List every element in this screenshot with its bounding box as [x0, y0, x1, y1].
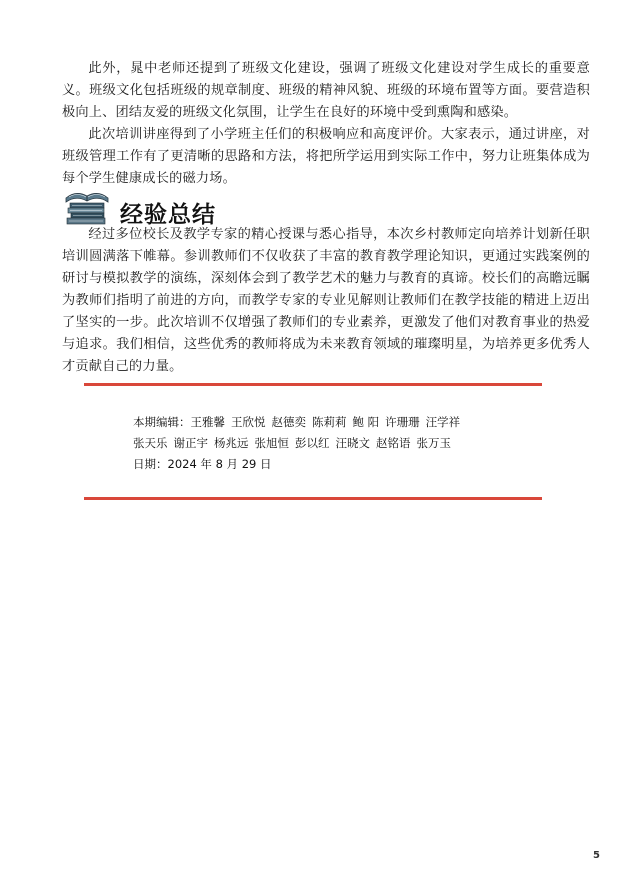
article-body-summary [62, 224, 590, 378]
section-title: 经验总结 [120, 202, 216, 228]
credits-date-line [133, 454, 553, 475]
editor-name: 汪晓文 [335, 436, 370, 450]
editor-name: 张旭恒 [254, 436, 289, 450]
editor-name: 杨兆远 [214, 436, 249, 450]
paragraph: 此外，晁中老师还提到了班级文化建设，强调了班级文化建设对学生成长的重要意义。班级文化包括班级的规章制度、班级的精神风貌、班级的环境布置等方面。要营造积极向上、团结友爱的班级文化氛围，让学生在良好的环境中受到熏陶和感染。 [62, 61, 590, 120]
editor-name: 彭以红 [295, 436, 330, 450]
editor-name: 王雅馨 [190, 415, 225, 429]
credits-line [133, 412, 553, 433]
editors-label: 本期编辑： [133, 415, 191, 429]
article-body-top [62, 58, 590, 190]
editor-name: 汪学祥 [425, 415, 461, 429]
page-number: 5 [593, 850, 600, 861]
editor-name: 王欣悦 [231, 415, 266, 429]
paragraph: 经过多位校长及教学专家的精心授课与悉心指导，本次乡村教师定向培养计划新任职培训圆满落下帷幕。参训教师们不仅收获了丰富的教育教学理论知识，更通过实践案例的研讨与模拟教学的演练，深刻体会到了教学艺术的魅力与教育的真谛。校长们的高瞻远瞩为教师们指明了前进的方向，而教学专家的专业见解则让教师们在教学技能的精进上迈出了坚实的一步。此次培训不仅增强了教师们的专业素养，更激发了他们对教育事业的热爱与追求。我们相信，这些优秀的教师将成为未来教育领域的璀璨明星，为培养更多优秀人才贡献自己的力量。 [62, 227, 590, 374]
credits [133, 412, 553, 475]
paragraph: 此次培训讲座得到了小学班主任们的积极响应和高度评价。大家表示，通过讲座，对班级管理工作有了更清晰的思路和方法，将把所学运用到实际工作中，努力让班集体成为每个学生健康成长的磁力场。 [62, 127, 590, 186]
divider-top [84, 383, 542, 386]
editor-name: 鲍 阳 [352, 415, 380, 429]
credits-line [133, 433, 553, 454]
editor-name: 谢正宇 [173, 436, 208, 450]
editor-name: 许珊珊 [385, 415, 420, 429]
editor-name: 陈莉莉 [312, 415, 347, 429]
editor-name: 赵德奕 [271, 415, 306, 429]
editor-name: 赵铭语 [376, 436, 411, 450]
date-label: 日期： [133, 457, 168, 471]
divider-bottom [84, 497, 542, 500]
editor-name: 张天乐 [133, 436, 168, 450]
date-value: 2024 年 8 月 29 日 [167, 457, 272, 471]
editor-name: 张万玉 [416, 436, 451, 450]
